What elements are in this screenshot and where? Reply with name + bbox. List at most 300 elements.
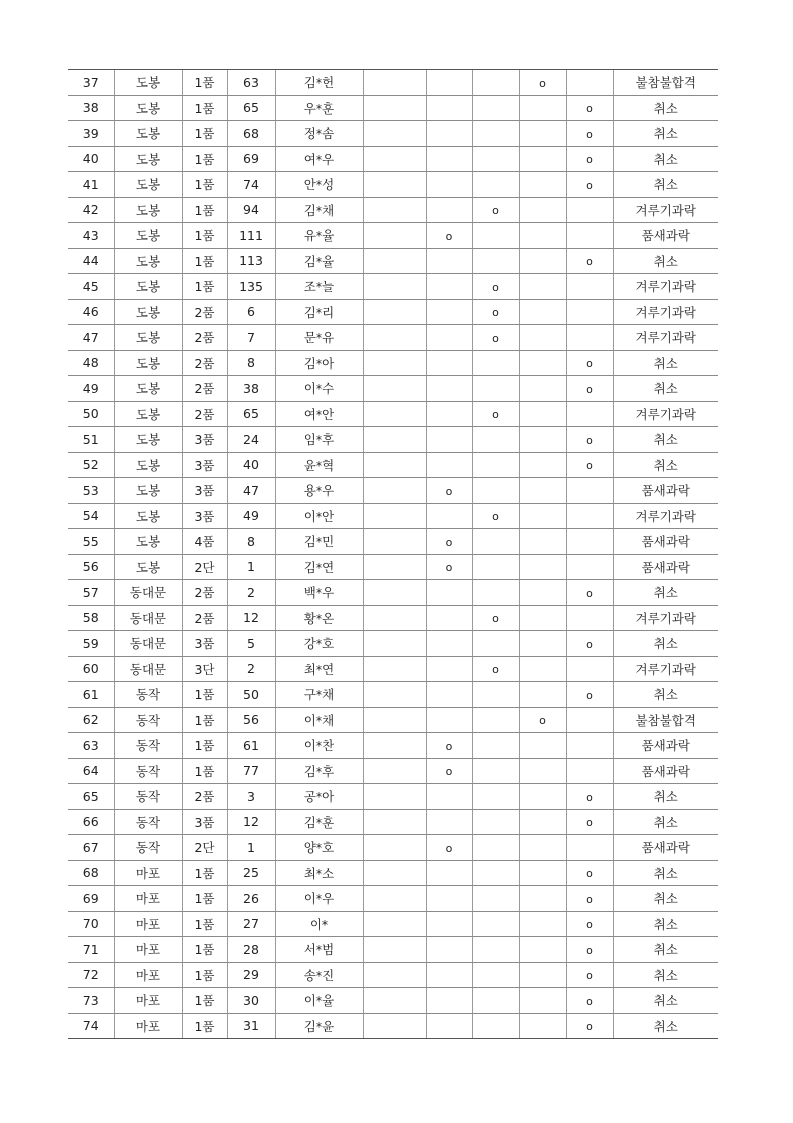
check-cell-3 [472, 682, 519, 708]
check-cell-2 [426, 478, 472, 504]
exam-number-cell: 63 [227, 70, 275, 96]
row-number-cell: 67 [68, 835, 114, 861]
check-mark: o [586, 994, 593, 1008]
name-cell: 이*수 [275, 376, 363, 402]
region-cell: 동작 [114, 733, 182, 759]
check-cell-3 [472, 401, 519, 427]
check-cell-2 [426, 631, 472, 657]
check-cell-3 [472, 580, 519, 606]
check-cell-5 [566, 478, 613, 504]
table-row [68, 146, 718, 172]
grade-cell: 3품 [182, 631, 227, 657]
check-cell-4 [519, 274, 566, 300]
name-cell: 백*우 [275, 580, 363, 606]
check-cell-1 [363, 835, 426, 861]
check-cell-2 [426, 784, 472, 810]
check-cell-5 [566, 656, 613, 682]
check-cell-1 [363, 809, 426, 835]
check-cell-1 [363, 376, 426, 402]
check-cell-2 [426, 937, 472, 963]
region-cell: 도봉 [114, 554, 182, 580]
check-cell-2 [426, 860, 472, 886]
result-cell: 겨루기과락 [613, 605, 718, 631]
grade-cell: 1품 [182, 121, 227, 147]
row-number-cell: 52 [68, 452, 114, 478]
exam-number-cell: 3 [227, 784, 275, 810]
result-cell: 취소 [613, 809, 718, 835]
name-cell: 최*연 [275, 656, 363, 682]
row-number-cell: 59 [68, 631, 114, 657]
check-cell-1 [363, 554, 426, 580]
check-cell-2 [426, 682, 472, 708]
grade-cell: 1품 [182, 860, 227, 886]
check-cell-2 [426, 299, 472, 325]
check-mark: o [586, 943, 593, 957]
result-cell: 품새과락 [613, 733, 718, 759]
name-cell: 서*범 [275, 937, 363, 963]
check-cell-5 [566, 503, 613, 529]
check-cell-4 [519, 937, 566, 963]
name-cell: 이*찬 [275, 733, 363, 759]
exam-number-cell: 56 [227, 707, 275, 733]
name-cell: 김*민 [275, 529, 363, 555]
grade-cell: 1품 [182, 937, 227, 963]
check-cell-4 [519, 886, 566, 912]
row-number-cell: 53 [68, 478, 114, 504]
check-cell-1 [363, 605, 426, 631]
check-cell-3 [472, 631, 519, 657]
check-cell-3 [472, 605, 519, 631]
grade-cell: 1품 [182, 758, 227, 784]
row-number-cell: 49 [68, 376, 114, 402]
check-cell-5 [566, 172, 613, 198]
check-cell-4 [519, 707, 566, 733]
region-cell: 동대문 [114, 580, 182, 606]
grade-cell: 1품 [182, 988, 227, 1014]
exam-number-cell: 113 [227, 248, 275, 274]
check-mark: o [586, 153, 593, 167]
table-row [68, 605, 718, 631]
row-number-cell: 38 [68, 95, 114, 121]
check-cell-3 [472, 172, 519, 198]
name-cell: 우*훈 [275, 95, 363, 121]
check-cell-2 [426, 707, 472, 733]
check-cell-2 [426, 656, 472, 682]
check-cell-3 [472, 962, 519, 988]
result-cell: 겨루기과락 [613, 299, 718, 325]
check-cell-4 [519, 631, 566, 657]
grade-cell: 1품 [182, 1013, 227, 1039]
check-cell-3 [472, 860, 519, 886]
row-number-cell: 41 [68, 172, 114, 198]
check-cell-1 [363, 478, 426, 504]
check-mark: o [539, 76, 546, 90]
check-cell-3 [472, 809, 519, 835]
check-cell-2 [426, 350, 472, 376]
name-cell: 안*성 [275, 172, 363, 198]
check-cell-2 [426, 172, 472, 198]
grade-cell: 1품 [182, 733, 227, 759]
table-row [68, 274, 718, 300]
result-cell: 취소 [613, 988, 718, 1014]
check-cell-3 [472, 988, 519, 1014]
check-cell-3 [472, 733, 519, 759]
exam-number-cell: 50 [227, 682, 275, 708]
check-mark: o [586, 382, 593, 396]
check-cell-5 [566, 605, 613, 631]
table-row [68, 478, 718, 504]
check-cell-1 [363, 172, 426, 198]
table-row [68, 401, 718, 427]
check-mark: o [492, 408, 499, 422]
region-cell: 도봉 [114, 95, 182, 121]
exam-number-cell: 28 [227, 937, 275, 963]
check-cell-5 [566, 784, 613, 810]
check-cell-3 [472, 784, 519, 810]
region-cell: 마포 [114, 1013, 182, 1039]
grade-cell: 2품 [182, 376, 227, 402]
check-cell-4 [519, 758, 566, 784]
check-cell-2 [426, 427, 472, 453]
row-number-cell: 60 [68, 656, 114, 682]
region-cell: 마포 [114, 911, 182, 937]
check-mark: o [586, 918, 593, 932]
check-cell-5 [566, 274, 613, 300]
grade-cell: 1품 [182, 248, 227, 274]
table-row [68, 503, 718, 529]
region-cell: 마포 [114, 937, 182, 963]
grade-cell: 3품 [182, 478, 227, 504]
check-cell-4 [519, 605, 566, 631]
check-cell-3 [472, 478, 519, 504]
exam-number-cell: 2 [227, 580, 275, 606]
check-cell-2 [426, 121, 472, 147]
table-row [68, 988, 718, 1014]
check-cell-4 [519, 452, 566, 478]
region-cell: 도봉 [114, 248, 182, 274]
check-mark: o [586, 433, 593, 447]
check-cell-4 [519, 197, 566, 223]
check-cell-4 [519, 656, 566, 682]
exam-number-cell: 8 [227, 529, 275, 555]
row-number-cell: 37 [68, 70, 114, 96]
row-number-cell: 58 [68, 605, 114, 631]
result-cell: 취소 [613, 146, 718, 172]
check-mark: o [586, 102, 593, 116]
check-cell-3 [472, 835, 519, 861]
exam-number-cell: 26 [227, 886, 275, 912]
exam-number-cell: 135 [227, 274, 275, 300]
table-row [68, 682, 718, 708]
table-row [68, 554, 718, 580]
result-cell: 겨루기과락 [613, 325, 718, 351]
check-cell-3 [472, 1013, 519, 1039]
region-cell: 도봉 [114, 172, 182, 198]
check-cell-4 [519, 350, 566, 376]
row-number-cell: 51 [68, 427, 114, 453]
row-number-cell: 70 [68, 911, 114, 937]
name-cell: 구*채 [275, 682, 363, 708]
check-cell-5 [566, 197, 613, 223]
check-cell-5 [566, 401, 613, 427]
check-cell-5 [566, 707, 613, 733]
result-cell: 취소 [613, 350, 718, 376]
name-cell: 최*소 [275, 860, 363, 886]
region-cell: 동작 [114, 707, 182, 733]
name-cell: 윤*혁 [275, 452, 363, 478]
check-mark: o [586, 892, 593, 906]
result-cell: 겨루기과락 [613, 197, 718, 223]
check-cell-5 [566, 325, 613, 351]
check-mark: o [492, 612, 499, 626]
check-cell-4 [519, 1013, 566, 1039]
check-cell-1 [363, 299, 426, 325]
check-cell-4 [519, 682, 566, 708]
row-number-cell: 48 [68, 350, 114, 376]
name-cell: 이*율 [275, 988, 363, 1014]
check-cell-1 [363, 962, 426, 988]
table-row [68, 70, 718, 96]
exam-number-cell: 77 [227, 758, 275, 784]
row-number-cell: 44 [68, 248, 114, 274]
results-table-body [68, 70, 718, 1039]
check-cell-3 [472, 503, 519, 529]
table-row [68, 172, 718, 198]
grade-cell: 1품 [182, 146, 227, 172]
check-mark: o [586, 688, 593, 702]
check-mark: o [586, 459, 593, 473]
check-cell-3 [472, 299, 519, 325]
name-cell: 이* [275, 911, 363, 937]
row-number-cell: 62 [68, 707, 114, 733]
check-cell-4 [519, 223, 566, 249]
name-cell: 이*채 [275, 707, 363, 733]
check-mark: o [586, 867, 593, 881]
check-cell-3 [472, 452, 519, 478]
check-mark: o [586, 1020, 593, 1034]
check-cell-2 [426, 401, 472, 427]
check-cell-4 [519, 478, 566, 504]
region-cell: 도봉 [114, 325, 182, 351]
table-row [68, 733, 718, 759]
check-cell-3 [472, 274, 519, 300]
grade-cell: 1품 [182, 95, 227, 121]
check-cell-4 [519, 911, 566, 937]
name-cell: 김*연 [275, 554, 363, 580]
grade-cell: 2품 [182, 325, 227, 351]
grade-cell: 1품 [182, 707, 227, 733]
check-cell-1 [363, 529, 426, 555]
grade-cell: 3품 [182, 427, 227, 453]
check-cell-1 [363, 733, 426, 759]
table-row [68, 656, 718, 682]
result-cell: 취소 [613, 937, 718, 963]
region-cell: 도봉 [114, 146, 182, 172]
check-cell-4 [519, 835, 566, 861]
check-cell-4 [519, 962, 566, 988]
check-cell-1 [363, 350, 426, 376]
table-row [68, 631, 718, 657]
name-cell: 유*율 [275, 223, 363, 249]
check-cell-2 [426, 554, 472, 580]
row-number-cell: 69 [68, 886, 114, 912]
check-cell-4 [519, 427, 566, 453]
name-cell: 강*호 [275, 631, 363, 657]
region-cell: 동대문 [114, 631, 182, 657]
check-cell-1 [363, 631, 426, 657]
check-mark: o [586, 790, 593, 804]
exam-number-cell: 31 [227, 1013, 275, 1039]
check-cell-3 [472, 197, 519, 223]
check-cell-2 [426, 733, 472, 759]
check-cell-5 [566, 529, 613, 555]
row-number-cell: 55 [68, 529, 114, 555]
name-cell: 김*율 [275, 248, 363, 274]
name-cell: 황*온 [275, 605, 363, 631]
result-cell: 취소 [613, 1013, 718, 1039]
check-cell-3 [472, 427, 519, 453]
check-cell-1 [363, 146, 426, 172]
name-cell: 이*안 [275, 503, 363, 529]
exam-number-cell: 12 [227, 809, 275, 835]
check-cell-3 [472, 350, 519, 376]
check-mark: o [445, 561, 453, 575]
grade-cell: 2품 [182, 299, 227, 325]
check-cell-5 [566, 452, 613, 478]
grade-cell: 2품 [182, 350, 227, 376]
grade-cell: 3품 [182, 503, 227, 529]
check-cell-2 [426, 274, 472, 300]
row-number-cell: 72 [68, 962, 114, 988]
row-number-cell: 47 [68, 325, 114, 351]
check-cell-2 [426, 452, 472, 478]
check-cell-2 [426, 529, 472, 555]
check-mark: o [445, 765, 453, 779]
row-number-cell: 73 [68, 988, 114, 1014]
check-cell-3 [472, 121, 519, 147]
check-cell-4 [519, 172, 566, 198]
check-cell-1 [363, 223, 426, 249]
check-cell-5 [566, 554, 613, 580]
exam-number-cell: 65 [227, 401, 275, 427]
row-number-cell: 46 [68, 299, 114, 325]
region-cell: 동작 [114, 784, 182, 810]
row-number-cell: 39 [68, 121, 114, 147]
result-cell: 취소 [613, 784, 718, 810]
table-row [68, 529, 718, 555]
check-cell-1 [363, 197, 426, 223]
region-cell: 마포 [114, 860, 182, 886]
exam-number-cell: 6 [227, 299, 275, 325]
grade-cell: 2품 [182, 401, 227, 427]
check-cell-3 [472, 146, 519, 172]
check-cell-5 [566, 937, 613, 963]
check-cell-1 [363, 937, 426, 963]
check-cell-1 [363, 860, 426, 886]
exam-number-cell: 94 [227, 197, 275, 223]
check-cell-5 [566, 146, 613, 172]
check-cell-3 [472, 325, 519, 351]
check-cell-2 [426, 605, 472, 631]
row-number-cell: 64 [68, 758, 114, 784]
row-number-cell: 54 [68, 503, 114, 529]
check-cell-4 [519, 121, 566, 147]
check-cell-1 [363, 707, 426, 733]
name-cell: 김*훈 [275, 809, 363, 835]
check-cell-2 [426, 886, 472, 912]
result-cell: 품새과락 [613, 529, 718, 555]
result-cell: 품새과락 [613, 835, 718, 861]
region-cell: 도봉 [114, 478, 182, 504]
check-cell-1 [363, 452, 426, 478]
region-cell: 도봉 [114, 223, 182, 249]
check-cell-1 [363, 656, 426, 682]
check-mark: o [586, 255, 593, 269]
check-cell-5 [566, 962, 613, 988]
check-cell-4 [519, 248, 566, 274]
row-number-cell: 65 [68, 784, 114, 810]
check-cell-4 [519, 401, 566, 427]
exam-number-cell: 1 [227, 554, 275, 580]
check-cell-5 [566, 631, 613, 657]
result-cell: 취소 [613, 682, 718, 708]
check-cell-2 [426, 325, 472, 351]
check-cell-1 [363, 911, 426, 937]
region-cell: 도봉 [114, 401, 182, 427]
check-mark: o [586, 586, 593, 600]
check-cell-4 [519, 809, 566, 835]
region-cell: 동작 [114, 758, 182, 784]
check-cell-3 [472, 758, 519, 784]
check-cell-1 [363, 121, 426, 147]
check-mark: o [492, 280, 499, 294]
name-cell: 정*솜 [275, 121, 363, 147]
exam-number-cell: 38 [227, 376, 275, 402]
exam-number-cell: 1 [227, 835, 275, 861]
result-cell: 취소 [613, 860, 718, 886]
name-cell: 김*윤 [275, 1013, 363, 1039]
row-number-cell: 40 [68, 146, 114, 172]
check-mark: o [492, 204, 499, 218]
check-cell-5 [566, 70, 613, 96]
table-row [68, 325, 718, 351]
result-cell: 취소 [613, 248, 718, 274]
table-row [68, 299, 718, 325]
table-row [68, 962, 718, 988]
check-cell-5 [566, 299, 613, 325]
region-cell: 동작 [114, 809, 182, 835]
check-cell-3 [472, 223, 519, 249]
check-mark: o [586, 127, 593, 141]
row-number-cell: 45 [68, 274, 114, 300]
check-mark: o [445, 841, 453, 855]
exam-number-cell: 68 [227, 121, 275, 147]
check-cell-1 [363, 682, 426, 708]
grade-cell: 1품 [182, 70, 227, 96]
region-cell: 마포 [114, 962, 182, 988]
check-cell-1 [363, 401, 426, 427]
check-cell-3 [472, 70, 519, 96]
grade-cell: 1품 [182, 197, 227, 223]
check-cell-3 [472, 656, 519, 682]
check-cell-3 [472, 886, 519, 912]
check-cell-2 [426, 988, 472, 1014]
result-cell: 취소 [613, 911, 718, 937]
result-cell: 취소 [613, 427, 718, 453]
name-cell: 용*우 [275, 478, 363, 504]
name-cell: 김*후 [275, 758, 363, 784]
exam-number-cell: 25 [227, 860, 275, 886]
